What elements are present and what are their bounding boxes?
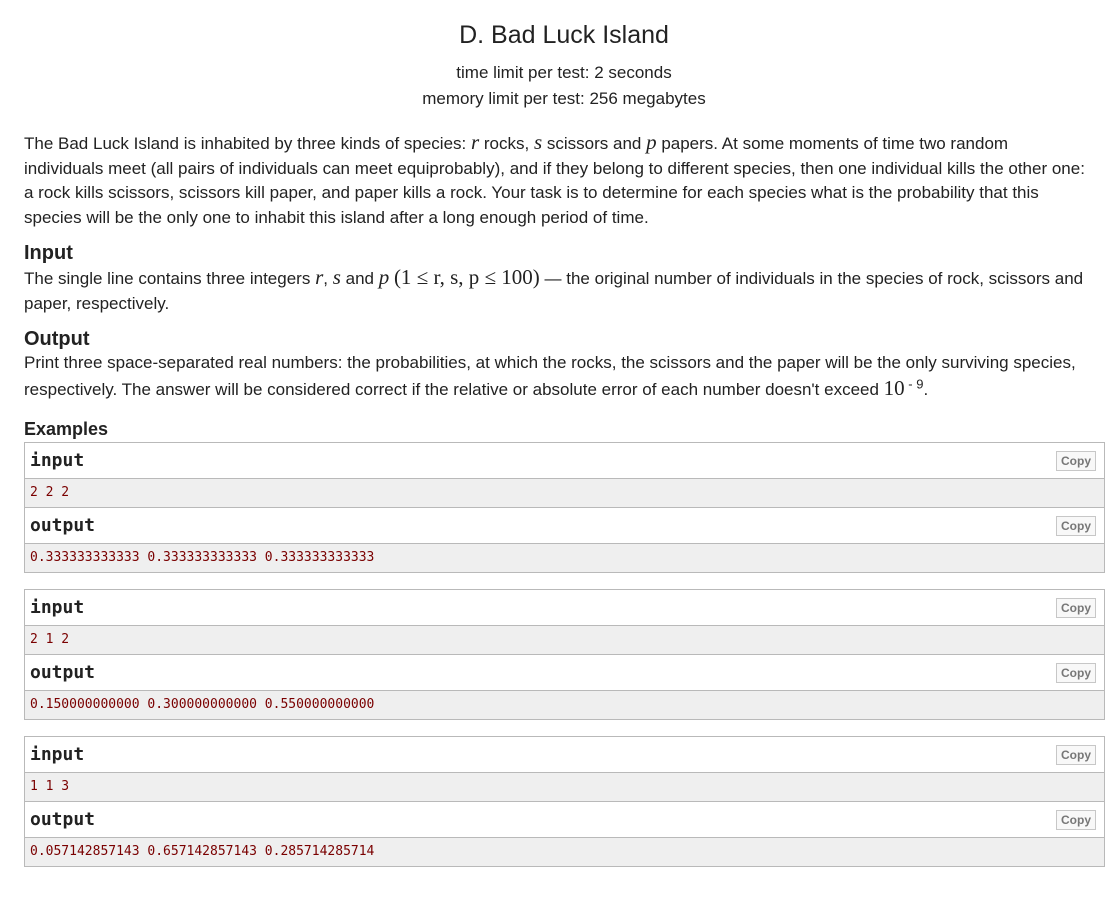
statement-text: papers. At some moments of time two random individuals meet (all pairs of individuals can meet equiprobably), and if they belong to different species, then one individual kills the other one: a rock kills scissors, scissors kill paper, and paper kills a rock. Your task is to determine for each species what is the probability that this species will be the only one to inhabit this island after a long enough period of time.	[24, 134, 1085, 227]
var-p: p	[646, 130, 657, 154]
examples-title: Examples	[24, 419, 109, 439]
output-label: output	[30, 809, 96, 830]
statement-text: The Bad Luck Island is inhabited by three kinds of species:	[24, 134, 471, 153]
problem-header	[24, 0, 1104, 112]
output-label: output	[30, 515, 96, 536]
copy-input-button[interactable]: Copy	[1056, 598, 1096, 618]
output-data: 0.333333333333 0.333333333333 0.333333333333	[25, 544, 1104, 572]
var-s: s	[533, 130, 543, 154]
copy-input-button[interactable]: Copy	[1056, 451, 1096, 471]
var-r: r	[315, 265, 324, 289]
copy-input-button[interactable]: Copy	[1056, 745, 1096, 765]
output-text: .	[923, 379, 929, 399]
output-header	[25, 802, 1104, 838]
input-header	[25, 443, 1104, 479]
output-header	[25, 508, 1104, 544]
example-block-3	[24, 736, 1105, 867]
statement-text: rocks,	[479, 134, 534, 153]
var-r: r	[470, 130, 480, 154]
output-header	[25, 655, 1104, 691]
error-exponent: - 9	[904, 375, 924, 391]
input-header	[25, 737, 1104, 773]
input-label: input	[30, 744, 85, 765]
output-text: Print three space-separated real numbers: the probabilities, at which the rocks, the scissors and the paper will be the only surviving species, respectively. The answer will be considered correct if the relative or absolute error of each number doesn't exceed	[24, 353, 1076, 399]
input-section-body	[24, 265, 1086, 316]
example-block-2	[24, 589, 1105, 720]
statement-text: scissors and	[542, 134, 647, 153]
input-data: 1 1 3	[25, 773, 1104, 802]
output-data: 0.057142857143 0.657142857143 0.285714285714	[25, 838, 1104, 866]
constraint-formula: (1 ≤ r, s, p ≤ 100)	[393, 265, 540, 289]
input-text: The single line contains three integers	[24, 269, 316, 288]
var-s: s	[332, 265, 341, 289]
output-label: output	[30, 662, 96, 683]
var-p: p	[378, 265, 390, 289]
memory-limit: memory limit per test: 256 megabytes	[422, 89, 706, 108]
input-data: 2 2 2	[25, 479, 1104, 508]
output-data: 0.150000000000 0.300000000000 0.550000000000	[25, 691, 1104, 719]
example-block-1	[24, 442, 1105, 573]
error-base: 10	[883, 375, 905, 400]
input-data: 2 1 2	[25, 626, 1104, 655]
output-section-title: Output	[24, 328, 90, 350]
output-section-body	[24, 351, 1086, 402]
input-text: and	[340, 269, 379, 288]
copy-output-button[interactable]: Copy	[1056, 810, 1096, 830]
input-section-title: Input	[24, 242, 73, 264]
input-label: input	[30, 597, 85, 618]
input-text: — the original number of individuals in the species of rock, scissors and paper, respectively.	[24, 269, 1084, 313]
input-label: input	[30, 450, 85, 471]
time-limit: time limit per test: 2 seconds	[456, 63, 672, 82]
copy-output-button[interactable]: Copy	[1056, 516, 1096, 536]
input-header	[25, 590, 1104, 626]
problem-title: D. Bad Luck Island	[459, 21, 669, 49]
problem-statement	[24, 130, 1086, 230]
input-text: ,	[323, 269, 333, 288]
copy-output-button[interactable]: Copy	[1056, 663, 1096, 683]
